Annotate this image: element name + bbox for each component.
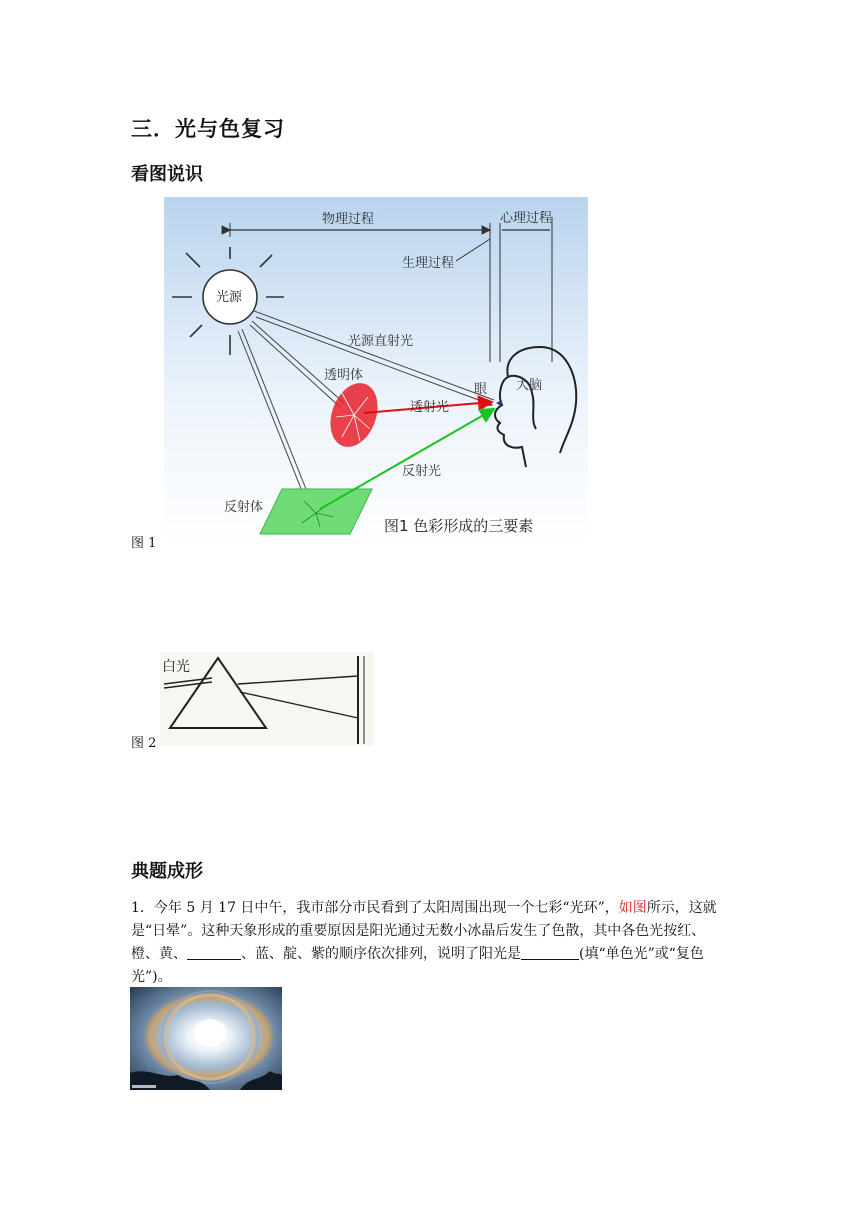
answer-blank-2[interactable]	[521, 945, 579, 960]
sun-halo-photo	[130, 987, 282, 1090]
question-1-figure-link[interactable]: 如图	[618, 900, 647, 916]
question-1-text-b: 所示，这就是“日晕”。这种天象形成的重要原因是阳光通过无数小冰晶后发生了色散，其中各色光按红、橙、黄、	[131, 900, 717, 962]
label-reflector: 反射体	[224, 500, 264, 515]
figure2-caption: 图 2	[131, 736, 157, 751]
color-formation-diagram	[164, 197, 588, 543]
label-light-source: 光源	[216, 290, 243, 305]
label-transmitted: 透射光	[410, 400, 450, 415]
page-heading: 三．光与色复习	[131, 117, 285, 141]
label-transparent: 透明体	[324, 368, 364, 383]
section-title-examples: 典题成形	[131, 861, 203, 882]
question-1-text-a: 1．今年 5 月 17 日中午，我市部分市民看到了太阳周围出现一个七彩“光环”，	[131, 900, 619, 916]
label-white-light: 白光	[162, 659, 190, 675]
question-1	[131, 897, 733, 989]
label-direct-light: 光源直射光	[348, 334, 414, 349]
answer-blank-1[interactable]	[187, 945, 241, 960]
label-psychological: 心理过程	[500, 211, 553, 226]
figure1-title: 图1 色彩形成的三要素	[384, 517, 534, 535]
label-reflected: 反射光	[402, 464, 442, 479]
figure1-caption: 图 1	[131, 536, 157, 551]
label-eye: 眼	[474, 382, 488, 397]
question-1-text-d: (填“单色光”或“复色光”)。	[131, 946, 704, 985]
label-brain: 大脑	[516, 378, 543, 393]
section-title-look: 看图说识	[131, 164, 203, 185]
label-physiological: 生理过程	[402, 256, 455, 271]
label-physical: 物理过程	[322, 212, 375, 227]
question-1-text-c: 、蓝、靛、紫的顺序依次排列，说明了阳光是	[241, 946, 521, 962]
prism-diagram	[160, 652, 374, 746]
